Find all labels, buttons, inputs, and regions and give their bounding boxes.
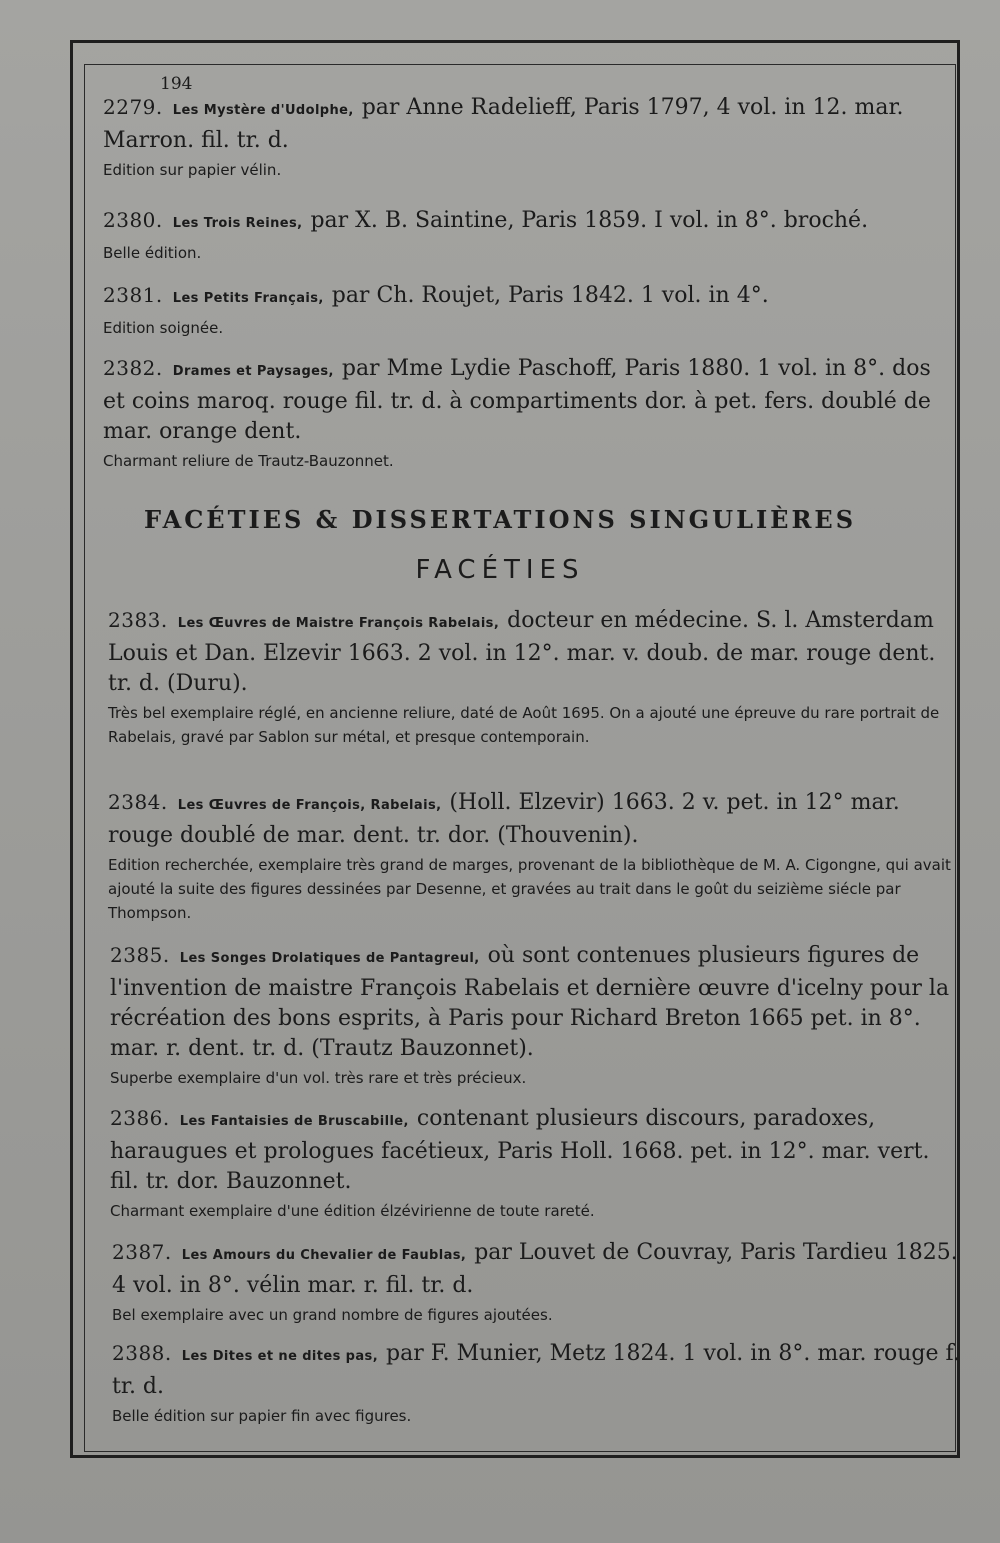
subsection-title: FACÉTIES <box>415 555 585 585</box>
entry-note: Charmant reliure de Trautz-Bauzonnet. <box>103 452 394 470</box>
entry-description: par Louvet de Couvray, Paris Tardieu 1825. 4 vol. in 8°. vélin mar. r. fil. tr. d. <box>112 1240 958 1298</box>
entry-description: par Mme Lydie Paschoff, Paris 1880. 1 vol. in 8°. dos et coins maroq. rouge fil. tr. d. à compartiments dor. à pet. fers. doublé de mar. orange dent. <box>103 356 931 444</box>
catalog-entry <box>112 1338 962 1428</box>
catalog-entry <box>108 787 958 925</box>
entry-heading <box>103 92 953 156</box>
entry-title: Les Œuvres de Maistre François Rabelais, <box>177 616 500 631</box>
entry-description: contenant plusieurs discours, paradoxes, haraugues et prologues facétieux, Paris Holl. 1668. pet. in 12°. mar. vert. fil. tr. dor. Bauzonnet. <box>110 1106 930 1194</box>
entry-heading <box>103 205 953 239</box>
entry-number: 2384. <box>108 790 168 814</box>
entry-number: 2387. <box>112 1240 172 1264</box>
entry-number: 2386. <box>110 1106 170 1130</box>
entry-number: 2388. <box>112 1341 172 1365</box>
entry-title: Les Mystère d'Udolphe, <box>172 103 354 118</box>
entry-note: Edition sur papier vélin. <box>103 161 282 179</box>
entry-note: Bel exemplaire avec un grand nombre de figures ajoutées. <box>112 1306 553 1324</box>
entry-number: 2385. <box>110 943 170 967</box>
entry-number: 2279. <box>103 95 163 119</box>
catalog-entry <box>110 1103 960 1223</box>
entry-note: Très bel exemplaire réglé, en ancienne reliure, daté de Août 1695. On a ajouté une épreuve du rare portrait de Rabelais, gravé par Sablon sur métal, et presque contemporain. <box>108 704 940 746</box>
catalog-entry <box>108 605 958 749</box>
entry-title: Les Fantaisies de Bruscabille, <box>179 1114 409 1129</box>
entry-number: 2383. <box>108 608 168 632</box>
entry-heading <box>103 353 953 447</box>
entry-description: (Holl. Elzevir) 1663. 2 v. pet. in 12° mar. rouge doublé de mar. dent. tr. dor. (Thouvenin). <box>108 790 900 848</box>
page-number: 194 <box>160 74 193 94</box>
entry-note: Belle édition sur papier fin avec figures. <box>112 1407 412 1425</box>
entry-title: Les Œuvres de François, Rabelais, <box>177 798 442 813</box>
entry-heading <box>112 1338 962 1402</box>
entry-heading <box>108 605 958 699</box>
entry-heading <box>112 1237 962 1301</box>
catalog-entry <box>103 353 953 473</box>
entry-description: docteur en médecine. S. l. Amsterdam Louis et Dan. Elzevir 1663. 2 vol. in 12°. mar. v. doub. de mar. rouge dent. tr. d. (Duru). <box>108 608 936 696</box>
entry-number: 2382. <box>103 356 163 380</box>
entry-title: Drames et Paysages, <box>172 364 334 379</box>
catalog-entry <box>103 280 953 340</box>
entry-title: Les Trois Reines, <box>172 216 303 231</box>
entry-note: Edition recherchée, exemplaire très grand de marges, provenant de la bibliothèque de M. A. Cigongne, qui avait ajouté la suite des figures dessinées par Desenne, et gravées au trait dans le goût du seizième siécle par Thompson. <box>108 856 951 922</box>
entry-number: 2381. <box>103 283 163 307</box>
entry-title: Les Petits Français, <box>172 291 324 306</box>
catalog-entry <box>110 940 960 1090</box>
entry-number: 2380. <box>103 208 163 232</box>
entry-note: Superbe exemplaire d'un vol. très rare et très précieux. <box>110 1069 527 1087</box>
entry-description: par Ch. Roujet, Paris 1842. 1 vol. in 4°. <box>331 283 769 308</box>
section-title: FACÉTIES & DISSERTATIONS SINGULIÈRES <box>143 505 857 534</box>
entry-title: Les Songes Drolatiques de Pantagreul, <box>179 951 480 966</box>
entry-note: Charmant exemplaire d'une édition élzévirienne de toute rareté. <box>110 1202 595 1220</box>
entry-heading <box>110 1103 960 1197</box>
entry-heading <box>110 940 960 1064</box>
entry-description: par Anne Radelieff, Paris 1797, 4 vol. in 12. mar. Marron. fil. tr. d. <box>103 95 904 153</box>
catalog-entry <box>103 205 953 265</box>
catalog-entry <box>103 92 953 182</box>
catalog-entry <box>112 1237 962 1327</box>
entry-title: Les Dites et ne dites pas, <box>181 1349 379 1364</box>
entry-note: Edition soignée. <box>103 319 224 337</box>
entry-description: par X. B. Saintine, Paris 1859. I vol. in 8°. broché. <box>310 208 869 233</box>
entry-heading <box>103 280 953 314</box>
entry-description: par F. Munier, Metz 1824. 1 vol. in 8°. mar. rouge f. tr. d. <box>112 1341 960 1399</box>
entry-title: Les Amours du Chevalier de Faublas, <box>181 1248 467 1263</box>
entry-note: Belle édition. <box>103 244 202 262</box>
entry-heading <box>108 787 958 851</box>
entry-description: où sont contenues plusieurs figures de l'invention de maistre François Rabelais et dernière œuvre d'icelny pour la récréation des bons esprits, à Paris pour Richard Breton 1665 pet. in 8°. mar. r. dent. tr. d. (Trautz Bauzonnet). <box>110 943 950 1061</box>
